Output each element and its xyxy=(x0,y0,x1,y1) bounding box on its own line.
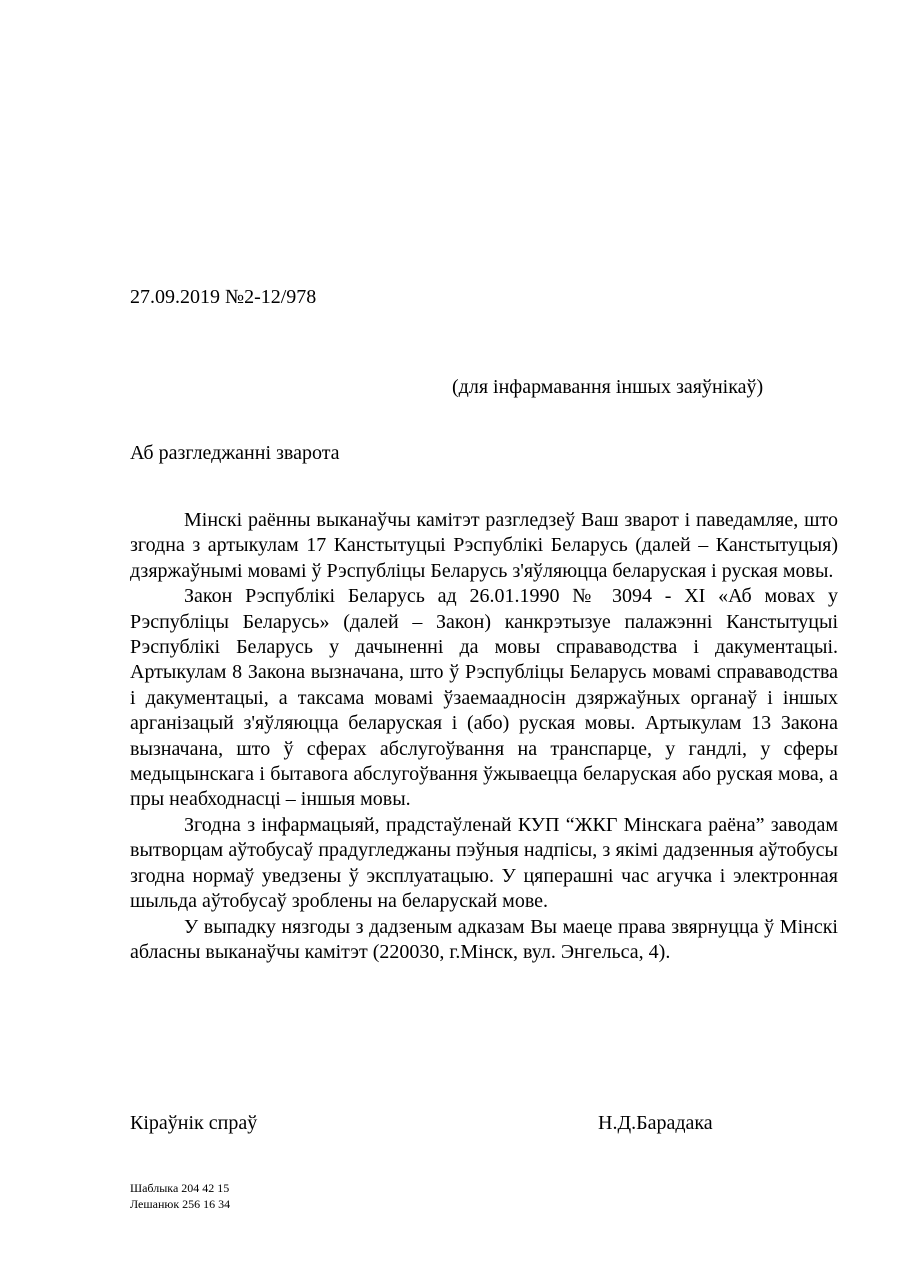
contact-persons xyxy=(130,1180,230,1212)
letter-subject: Аб разгледжанні зварота xyxy=(130,442,340,464)
signer-title: Кіраўнік спраў xyxy=(130,1112,258,1134)
audience-note: (для інфармавання іншых заяўнікаў) xyxy=(452,376,764,398)
body-paragraph: У выпадку нязгоды з дадзеным адказам Вы маеце права звярнуцца ў Мінскі абласны выканаўчы камітэт (220030, г.Мінск, вул. Энгельса, 4). xyxy=(130,915,838,963)
body-paragraph: Згодна з інфармацыяй, прадстаўленай КУП “ЖКГ Мінскага раёна” заводам вытворцам аўтобусаў прадугледжаны пэўныя надпісы, з якімі дадзенныя аўтобусы згодна нормаў уведзены ў эксплуатацыю. У цяперашні час агучка і электронная шыльда аўтобусаў зроблены на беларускай мове. xyxy=(130,813,838,913)
signer-name: Н.Д.Барадака xyxy=(598,1112,713,1134)
date-and-reference-number: 27.09.2019 №2-12/978 xyxy=(130,286,317,308)
body-paragraph: Закон Рэспублікі Беларусь ад 26.01.1990 № 3094 - XI «Аб мовах у Рэспубліцы Беларусь» (далей – Закон) канкрэтызуе палажэнні Канстытуцыі Рэспублікі Беларусь у дачыненні да мовы справаводства і дакументацыі. Артыкулам 8 Закона вызначана, што ў Рэспубліцы Беларусь мовамі справаводства і дакументацыі, а таксама мовамі ўзаемаадносін дзяржаўных органаў і іншых арганізацый з'яўляюцца беларуская і (або) руская мовы. Артыкулам 13 Закона вызначана, што ў сферах абслугоўвання на транспарце, у гандлі, у сферы медыцынскага і бытавога абслугоўвання ўжываецца беларуская або руская мова, а пры неабходнасці – іншыя мовы. xyxy=(130,585,838,811)
contact-line: Лешанюк 256 16 34 xyxy=(130,1197,231,1211)
body-paragraph: Мінскі раённы выканаўчы камітэт разгледзеў Ваш зварот і паведамляе, што згодна з артыкулам 17 Канстытуцыі Рэспублікі Беларусь (далей – Канстытуцыя) дзяржаўнымі мовамі ў Рэспубліцы Беларусь з'яўляюцца беларуская і руская мовы. xyxy=(130,509,838,582)
letter-body xyxy=(130,508,838,965)
contact-line: Шаблыка 204 42 15 xyxy=(130,1181,230,1195)
